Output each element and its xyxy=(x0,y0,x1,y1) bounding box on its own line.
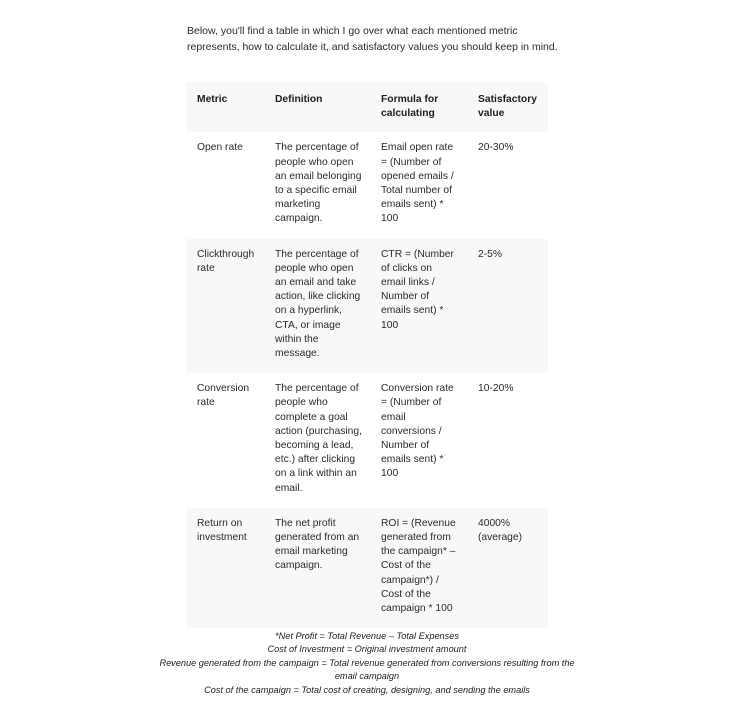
cell-metric: Clickthrough rate xyxy=(186,239,264,374)
cell-value: 4000% (average) xyxy=(467,508,548,628)
metrics-table xyxy=(186,82,548,628)
header-definition: Definition xyxy=(264,82,370,132)
intro-paragraph: Below, you'll find a table in which I go over what each mentioned metric represents, how to calculate it, and satisfactory values you should keep in mind. xyxy=(187,25,558,53)
cell-metric: Open rate xyxy=(186,132,264,238)
footnote-net-profit: *Net Profit = Total Revenue – Total Expenses xyxy=(275,631,459,641)
footnote-cost-of-campaign: Cost of the campaign = Total cost of creating, designing, and sending the emails xyxy=(204,684,530,695)
cell-formula: ROI = (Revenue generated from the campaign* – Cost of the campaign*) / Cost of the campaign * 100 xyxy=(370,508,467,628)
header-metric: Metric xyxy=(186,82,264,132)
cell-value: 20-30% xyxy=(467,132,548,238)
cell-value: 2-5% xyxy=(467,239,548,374)
header-satisfactory-value: Satisfactory value xyxy=(467,82,548,132)
cell-definition: The net profit generated from an email marketing campaign. xyxy=(264,508,370,628)
cell-value: 10-20% xyxy=(467,373,548,508)
footnote-cost-of-investment: Cost of Investment = Original investment amount xyxy=(267,644,467,655)
table-header-row xyxy=(186,82,548,132)
footnotes xyxy=(150,630,584,697)
cell-definition: The percentage of people who complete a goal action (purchasing, becoming a lead, etc.) after clicking on a link within an email. xyxy=(264,373,370,508)
cell-formula: CTR = (Number of clicks on email links / Number of emails sent) * 100 xyxy=(370,239,467,374)
cell-formula: Conversion rate = (Number of email conversions / Number of emails sent) * 100 xyxy=(370,373,467,508)
table-row xyxy=(186,373,548,508)
cell-definition: The percentage of people who open an email and take action, like clicking on a hyperlink, CTA, or image within the message. xyxy=(264,239,370,374)
header-formula: Formula for calculating xyxy=(370,82,467,132)
cell-metric: Return on investment xyxy=(186,508,264,628)
table-row xyxy=(186,132,548,238)
cell-definition: The percentage of people who open an email belonging to a specific email marketing campaign. xyxy=(264,132,370,238)
cell-metric: Conversion rate xyxy=(186,373,264,508)
table-row xyxy=(186,508,548,628)
metrics-table-container xyxy=(186,82,548,628)
table-row xyxy=(186,239,548,374)
footnote-revenue-generated: Revenue generated from the campaign = Total revenue generated from conversions resulting from the email campaign xyxy=(159,657,575,682)
cell-formula: Email open rate = (Number of opened emails / Total number of emails sent) * 100 xyxy=(370,132,467,238)
